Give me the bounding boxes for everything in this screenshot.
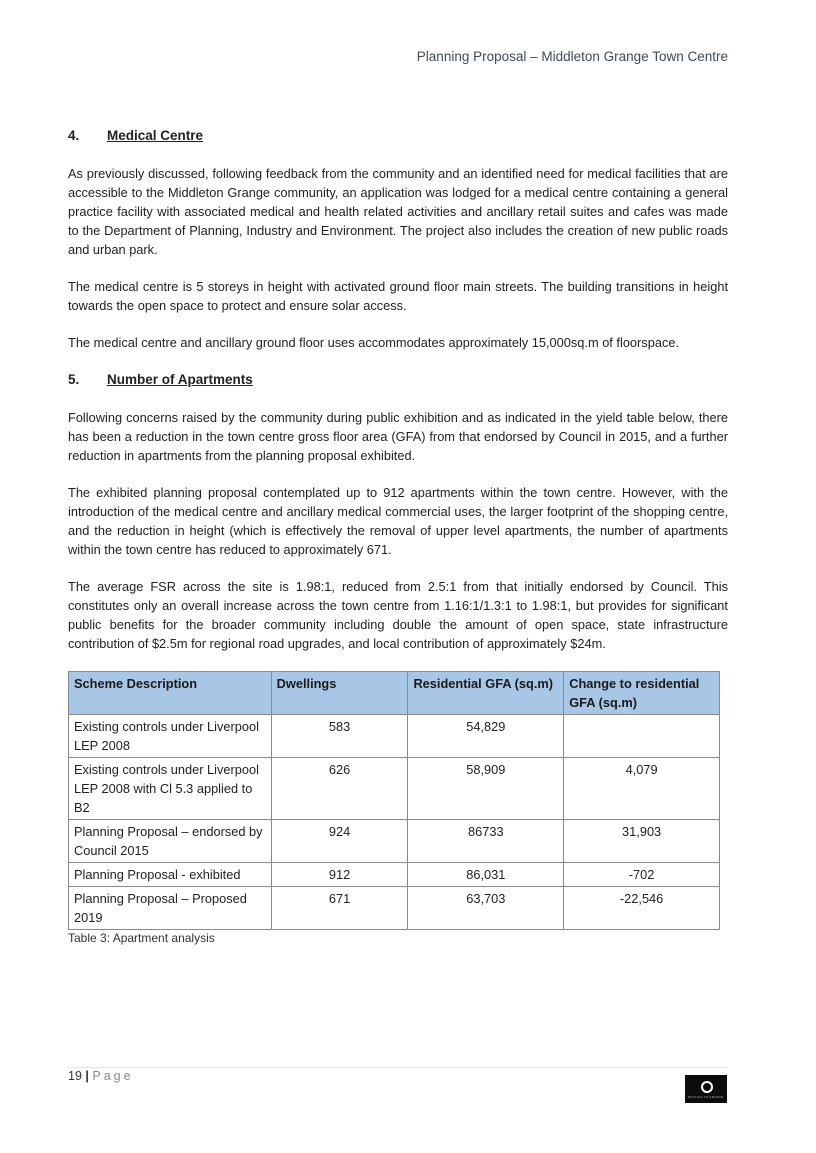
company-logo bbox=[685, 1075, 727, 1103]
table-cell: -702 bbox=[564, 863, 720, 887]
table-cell: 86,031 bbox=[408, 863, 564, 887]
caption-label: Table 3 bbox=[68, 931, 107, 945]
table-cell: 626 bbox=[271, 758, 408, 820]
table-cell bbox=[564, 715, 720, 758]
table-cell: Existing controls under Liverpool LEP 2008 with Cl 5.3 applied to B2 bbox=[69, 758, 272, 820]
column-header: Dwellings bbox=[271, 672, 408, 715]
table-row bbox=[69, 715, 720, 758]
table-cell: 86733 bbox=[408, 820, 564, 863]
table-row bbox=[69, 863, 720, 887]
page-footer bbox=[68, 1069, 134, 1083]
p-logo-icon bbox=[701, 1081, 713, 1093]
logo-text: PACIFIC PLANNING bbox=[688, 1095, 724, 1099]
page-header: Planning Proposal – Middleton Grange Town Centre bbox=[416, 49, 728, 64]
table-cell: 671 bbox=[271, 887, 408, 930]
table-cell: Planning Proposal – endorsed by Council 2015 bbox=[69, 820, 272, 863]
table-cell: 54,829 bbox=[408, 715, 564, 758]
table-cell: Planning Proposal - exhibited bbox=[69, 863, 272, 887]
table-cell: Existing controls under Liverpool LEP 2008 bbox=[69, 715, 272, 758]
table-caption bbox=[68, 931, 728, 945]
section-heading-5 bbox=[68, 370, 728, 390]
section-title: Number of Apartments bbox=[107, 372, 253, 387]
section-number: 5. bbox=[68, 372, 80, 387]
page-label: Page bbox=[92, 1069, 134, 1083]
table-cell: 63,703 bbox=[408, 887, 564, 930]
column-header: Change to residential GFA (sq.m) bbox=[564, 672, 720, 715]
table-row bbox=[69, 820, 720, 863]
table-row bbox=[69, 887, 720, 930]
table-cell: 924 bbox=[271, 820, 408, 863]
table-row bbox=[69, 758, 720, 820]
paragraph: As previously discussed, following feedback from the community and an identified need for medical facilities that are accessible to the Middleton Grange community, an application was lodged for a medical centre containing a general practice facility with associated medical and health related activities and ancillary retail suites and cafes was made to the Department of Planning, Industry and Environment. The project also includes the creation of new public roads and urban park. bbox=[68, 166, 728, 257]
table-cell: 58,909 bbox=[408, 758, 564, 820]
paragraph: The medical centre and ancillary ground floor uses accommodates approximately 15,000sq.m of floorspace. bbox=[68, 335, 680, 350]
footer-separator: | bbox=[85, 1069, 89, 1083]
section-number: 4. bbox=[68, 128, 80, 143]
page-number: 19 bbox=[68, 1069, 82, 1083]
paragraph: Following concerns raised by the community during public exhibition and as indicated in the yield table below, there has been a reduction in the town centre gross floor area (GFA) from that endorsed by Council in 2015, and a further reduction in apartments from the planning proposal exhibited. bbox=[68, 410, 728, 463]
footer-divider bbox=[68, 1067, 728, 1068]
table-cell: Planning Proposal – Proposed 2019 bbox=[69, 887, 272, 930]
table-cell: 31,903 bbox=[564, 820, 720, 863]
document-body bbox=[68, 126, 728, 945]
caption-text: : Apartment analysis bbox=[106, 931, 215, 945]
column-header: Residential GFA (sq.m) bbox=[408, 672, 564, 715]
table-header-row bbox=[69, 672, 720, 715]
table-cell: 912 bbox=[271, 863, 408, 887]
apartment-analysis-table bbox=[68, 671, 720, 930]
paragraph: The medical centre is 5 storeys in height with activated ground floor main streets. The building transitions in height towards the open space to protect and ensure solar access. bbox=[68, 279, 728, 313]
column-header: Scheme Description bbox=[69, 672, 272, 715]
section-title: Medical Centre bbox=[107, 128, 204, 143]
paragraph: The average FSR across the site is 1.98:1, reduced from 2.5:1 from that initially endorsed by Council. This constitutes only an overall increase across the town centre from 1.16:1/1.3:1 to 1.98:1, but provides for significant public benefits for the broader community including double the amount of open space, state infrastructure contribution of $2.5m for regional road upgrades, and local contribution of approximately $24m. bbox=[68, 579, 728, 651]
paragraph: The exhibited planning proposal contemplated up to 912 apartments within the town centre. However, with the introduction of the medical centre and ancillary medical commercial uses, the larger footprint of the shopping centre, and the reduction in height (which is effectively the removal of upper level apartments, the number of apartments within the town centre has reduced to approximately 671. bbox=[68, 485, 728, 557]
table-cell: -22,546 bbox=[564, 887, 720, 930]
table-cell: 583 bbox=[271, 715, 408, 758]
table-cell: 4,079 bbox=[564, 758, 720, 820]
section-heading-4 bbox=[68, 126, 728, 146]
